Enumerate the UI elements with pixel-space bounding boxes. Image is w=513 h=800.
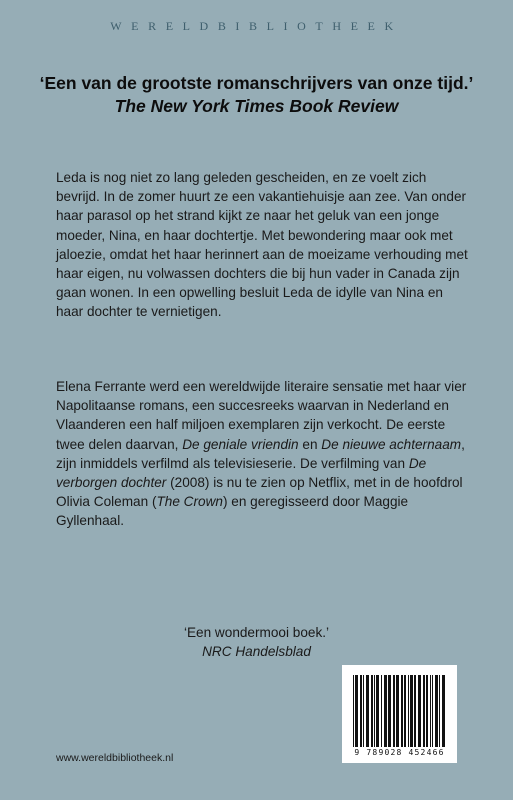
barcode-bar (423, 675, 425, 747)
barcode-bar (404, 675, 406, 747)
barcode-bar (408, 675, 409, 747)
barcode-bar (432, 675, 433, 747)
barcode-bar (388, 675, 391, 747)
book-title: De verborgen dochter (56, 455, 427, 491)
bottom-quote-source: NRC Handelsblad (202, 644, 311, 659)
barcode-bar (381, 675, 382, 747)
barcode-bar (360, 675, 362, 747)
isbn-digits: 9 789028 452466 (354, 748, 445, 757)
barcode-bar (414, 675, 416, 747)
book-title: De geniale vriendin (182, 436, 299, 452)
isbn-barcode (342, 665, 457, 763)
barcode-bar (353, 675, 354, 747)
barcode-bar (355, 675, 358, 747)
top-quote (0, 72, 513, 118)
barcode-bar (384, 675, 387, 747)
bio-text: (2008) is nu te zien op Netflix, met in de hoofdrol Olivia Coleman ( (56, 475, 463, 510)
author-bio-paragraph (56, 377, 468, 531)
barcode-bar (418, 675, 421, 747)
barcode-bar (371, 675, 373, 747)
barcode-bar (439, 675, 440, 747)
bottom-quote-text: ‘Een wondermooi boek.’ (183, 625, 330, 640)
barcode-bar (401, 675, 403, 747)
bio-text: , zijn inmiddels verfilmd als televisieserie. De verfilming van (56, 436, 465, 471)
bio-text: Elena Ferrante werd een wereldwijde literaire sensatie met haar vier Napolitaanse romans, een succesreeks waarvan in Nederland en Vlaanderen een half miljoen exemplaren zijn verkocht. De eerste twee delen daarvan, (56, 379, 467, 452)
barcode-bar (393, 675, 395, 747)
series-title: The Crown (156, 494, 223, 510)
barcode-bar (410, 675, 413, 747)
barcode-bar (430, 675, 431, 747)
bio-text: ) en geregisseerd door Maggie Gyllenhaal. (56, 494, 409, 529)
book-title: De nieuwe achternaam (321, 436, 462, 452)
publisher-website: www.wereldbibliotheek.nl (56, 752, 174, 764)
top-quote-text: ‘Een van de grootste romanschrijvers van onze tijd.’ (39, 73, 474, 93)
barcode-bar (366, 675, 369, 747)
barcode-bar (363, 675, 364, 747)
barcode-bar (435, 675, 438, 747)
barcode-bar (396, 675, 399, 747)
barcode-bar (376, 675, 379, 747)
barcode-bar (374, 675, 375, 747)
barcode-bar (426, 675, 428, 747)
bio-text: en (298, 436, 322, 452)
bottom-quote (0, 623, 513, 661)
publisher-name: WERELDBIBLIOTHEEK (110, 19, 403, 33)
synopsis-paragraph: Leda is nog niet zo lang geleden gescheiden, en ze voelt zich bevrijd. In de zomer huurt ze een vakantiehuisje aan zee. Van onder haar parasol op het strand kijkt ze naar het geluk van een jonge moeder, Nina, en haar dochtertje. Met bewondering maar ook met jaloezie, omdat het haar herinnert aan de moeizame verhouding met haar eigen, nu volwassen dochters die bij hun vader in Canada zijn gaan wonen. In een opwelling besluit Leda de idylle van Nina en haar dochter te vernietigen. (56, 170, 468, 320)
top-quote-source: The New York Times Book Review (114, 96, 399, 116)
barcode-bar (442, 675, 445, 747)
